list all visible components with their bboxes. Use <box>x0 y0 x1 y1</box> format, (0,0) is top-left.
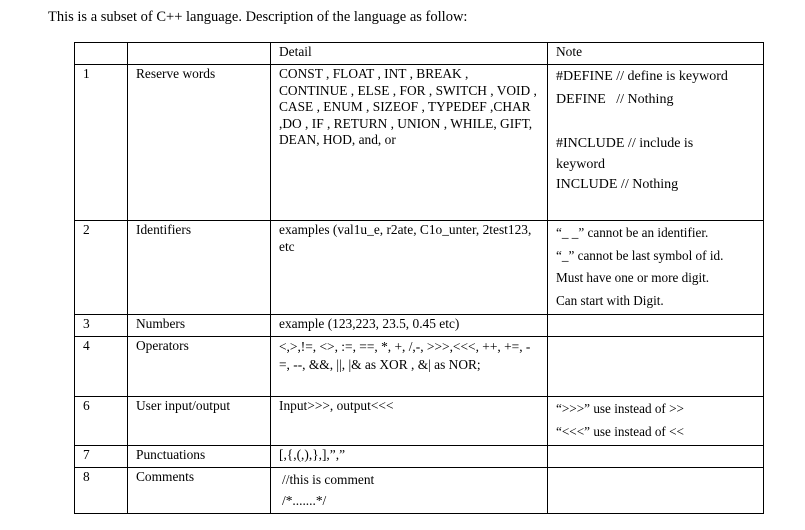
row-detail: <,>,!=, <>, :=, ==, *, +, /,-, >>>,<<<, ++, +=, -=, --, &&, ||, |& as XOR , &| as NOR; <box>271 337 548 397</box>
header-cell-category <box>128 43 271 65</box>
note-line: “_” cannot be last symbol of id. <box>556 247 724 263</box>
header-cell-detail: Detail <box>271 43 548 65</box>
row-number: 7 <box>75 446 128 468</box>
row-category: Numbers <box>128 315 271 337</box>
header-cell-number <box>75 43 128 65</box>
note-line: “_ _” cannot be an identifier. <box>556 225 709 240</box>
row-category: Reserve words <box>128 65 271 221</box>
header-cell-note: Note <box>548 43 764 65</box>
note-line: DEFINE // Nothing <box>556 91 674 107</box>
note-line: #INCLUDE // include is <box>556 136 694 151</box>
row-note <box>548 315 764 337</box>
row-number: 6 <box>75 397 128 446</box>
row-note <box>548 65 764 221</box>
row-detail: [,{,(,),},],”,” <box>271 446 548 468</box>
row-detail: examples (val1u_e, r2ate, C1o_unter, 2test123, etc <box>271 221 548 315</box>
row-number: 8 <box>75 468 128 514</box>
table-header-row <box>75 43 764 65</box>
row-category: Punctuations <box>128 446 271 468</box>
row-category: Identifiers <box>128 221 271 315</box>
note-line: keyword <box>556 156 605 172</box>
row-number: 4 <box>75 337 128 397</box>
comment-example-line: //this is comment <box>282 472 375 487</box>
table-row <box>75 337 764 397</box>
intro-text: This is a subset of C++ language. Description of the language as follow: <box>48 9 468 25</box>
table-row <box>75 221 764 315</box>
row-detail: CONST , FLOAT , INT , BREAK , CONTINUE , ELSE , FOR , SWITCH , VOID , CASE , ENUM , SIZEOF , TYPEDEF ,CHAR ,DO , IF , RETURN , UNION , WHILE, GIFT, DEAN, HOD, and, or <box>271 65 548 221</box>
comment-example-block: /*.......*/ <box>282 493 327 508</box>
table-row <box>75 397 764 446</box>
row-number: 2 <box>75 221 128 315</box>
row-note <box>548 221 764 315</box>
row-number: 1 <box>75 65 128 221</box>
table-row <box>75 65 764 221</box>
table-row <box>75 315 764 337</box>
row-category: Comments <box>128 468 271 514</box>
note-line: “<<<” use instead of << <box>556 423 684 439</box>
row-detail: example (123,223, 23.5, 0.45 etc) <box>271 315 548 337</box>
language-spec-table <box>74 42 764 514</box>
row-detail <box>271 468 548 514</box>
table-row <box>75 446 764 468</box>
table-row <box>75 468 764 514</box>
row-note <box>548 397 764 446</box>
note-line: “>>>” use instead of >> <box>556 401 684 416</box>
row-detail: Input>>>, output<<< <box>271 397 548 446</box>
note-line: Can start with Digit. <box>556 292 664 308</box>
row-note <box>548 468 764 514</box>
note-line: #DEFINE // define is keyword <box>556 69 728 84</box>
row-note <box>548 446 764 468</box>
row-category: Operators <box>128 337 271 397</box>
note-line: Must have one or more digit. <box>556 270 710 285</box>
note-spacer <box>556 111 755 133</box>
note-line: INCLUDE // Nothing <box>556 176 679 192</box>
row-note <box>548 337 764 397</box>
row-number: 3 <box>75 315 128 337</box>
row-category: User input/output <box>128 397 271 446</box>
